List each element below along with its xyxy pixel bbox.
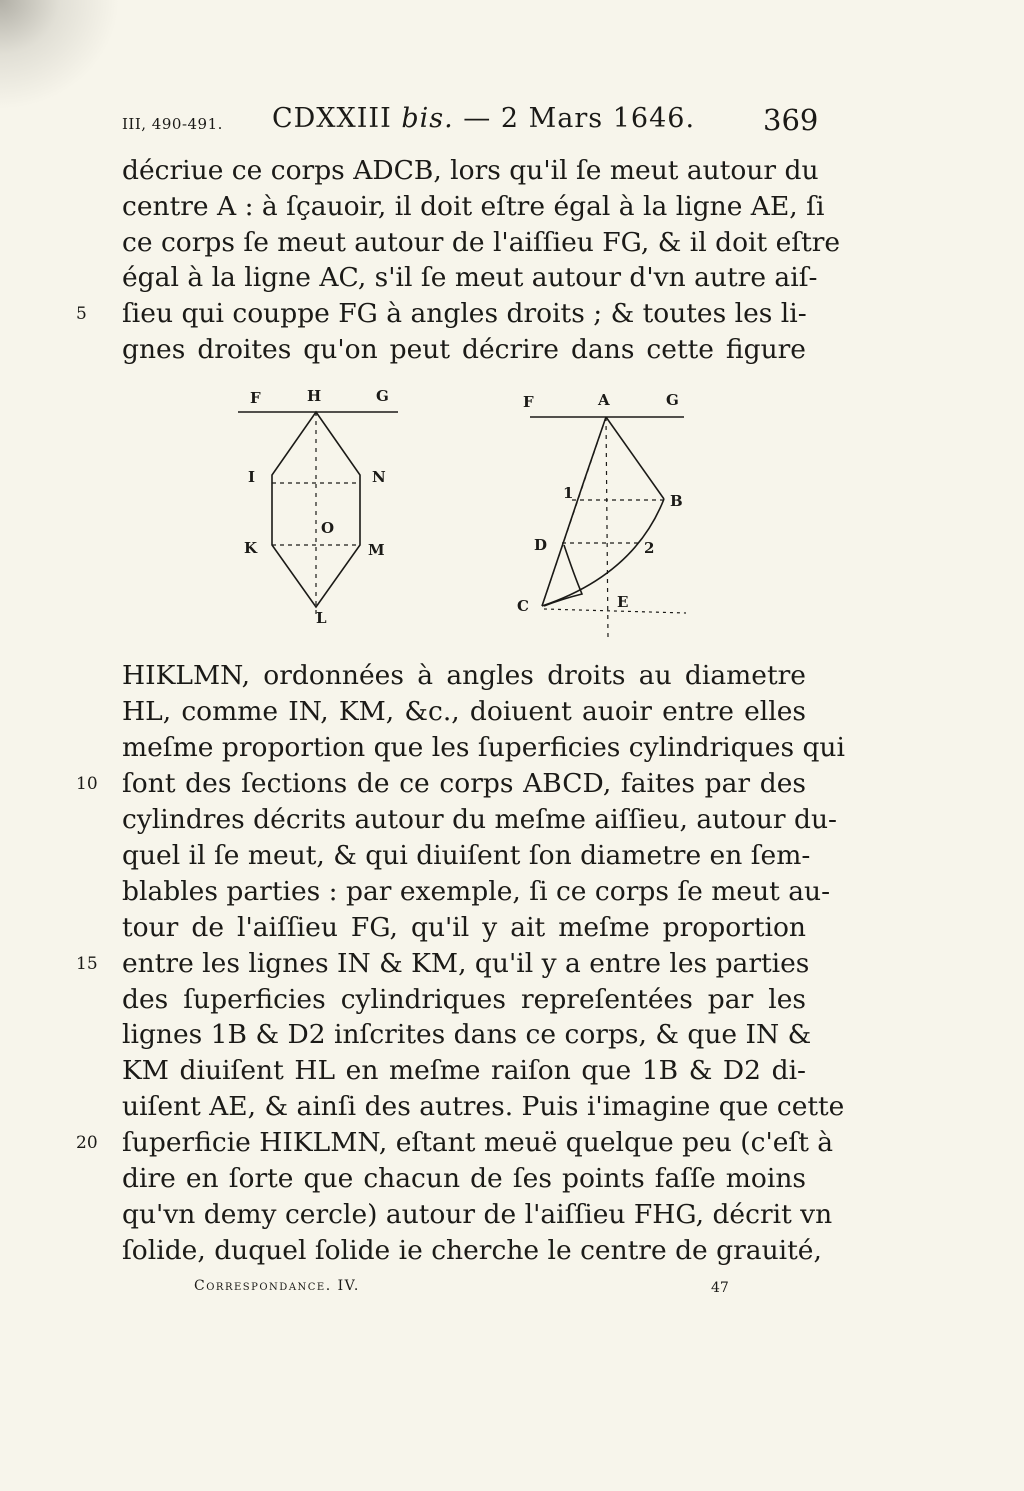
line-ce — [544, 609, 686, 613]
label-e: E — [617, 593, 629, 611]
text-line: meſme proportion que les ſuperficies cylindriques qui — [122, 732, 845, 763]
label-f-right: F — [523, 393, 534, 411]
text-line: HL, comme IN, KM, &c., doiuent auoir entre elles — [122, 696, 806, 727]
text-line: quel il ſe meut, & qui diuiſent ſon diametre en ſem- — [122, 840, 811, 871]
text-line: HIKLMN, ordonnées à angles droits au diametre — [122, 660, 806, 691]
label-n: N — [372, 468, 386, 486]
text-line: ſont des ſections de ce corps ABCD, faites par des — [122, 768, 806, 799]
text-line: ce corps ſe meut autour de l'aiſſieu FG, & il doit eſtre — [122, 227, 841, 258]
label-d: D — [534, 536, 548, 554]
text-line: cylindres décrits autour du meſme aiſſieu, autour du- — [122, 804, 837, 835]
figure-left — [238, 412, 398, 615]
text-line: centre A : à ſçauoir, il doit eſtre égal à la ligne AE, ſi — [122, 191, 825, 222]
text-line: entre les lignes IN & KM, qu'il y a entre les parties — [122, 948, 810, 979]
text-line: qu'vn demy cercle) autour de l'aiſſieu FHG, décrit vn — [122, 1199, 833, 1230]
label-a: A — [598, 391, 610, 409]
footer-volume: Correspondance. IV. — [194, 1278, 360, 1294]
label-1: 1 — [563, 484, 574, 502]
inner-curve-d — [544, 545, 582, 606]
geometric-figures — [230, 385, 700, 645]
text-line: ſuperficie HIKLMN, eſtant meuë quelque peu (c'eſt à — [122, 1127, 834, 1158]
edge-ab — [606, 417, 664, 499]
letter-date: — 2 Mars 1646. — [463, 103, 696, 134]
text-line: des ſuperficies cylindriques repreſentées par les — [122, 984, 806, 1015]
label-h: H — [307, 387, 322, 405]
line-number: 15 — [76, 954, 98, 974]
label-c: C — [517, 597, 529, 615]
text-line: blables parties : par exemple, ſi ce corps ſe meut au- — [122, 876, 831, 907]
text-line: décriue ce corps ADCB, lors qu'il ſe meut autour du — [122, 155, 819, 186]
text-line: uiſent AE, & ainſi des autres. Puis i'imagine que cette — [122, 1091, 845, 1122]
page-header — [0, 103, 1024, 139]
figure-right — [530, 417, 686, 637]
label-f-left: F — [250, 389, 261, 407]
label-2: 2 — [644, 539, 655, 557]
text-line: ſieu qui couppe FG à angles droits ; & toutes les li- — [122, 298, 807, 329]
footer-signature: 47 — [711, 1280, 729, 1296]
page-corner-shadow — [0, 0, 120, 110]
text-line: tour de l'aiſſieu FG, qu'il y ait meſme proportion — [122, 912, 806, 943]
line-number: 20 — [76, 1133, 98, 1153]
letter-number: CDXXIII — [272, 103, 392, 134]
label-k: K — [244, 539, 258, 557]
page-number: 369 — [763, 103, 819, 137]
line-number: 10 — [76, 774, 98, 794]
label-l: L — [316, 609, 327, 627]
text-line: KM diuiſent HL en meſme raiſon que 1B & D2 di- — [122, 1055, 806, 1086]
text-line: ſolide, duquel ſolide ie cherche le centre de grauité, — [122, 1235, 822, 1266]
label-m: M — [368, 541, 385, 559]
text-line: égal à la ligne AC, s'il ſe meut autour d'vn autre aiſ- — [122, 262, 818, 293]
letter-title — [272, 103, 695, 134]
label-o: O — [321, 519, 335, 537]
label-g-right: G — [666, 391, 679, 409]
label-g-left: G — [376, 387, 389, 405]
axis-ae — [606, 417, 608, 637]
text-line: lignes 1B & D2 inſcrites dans ce corps, & que IN & — [122, 1019, 812, 1050]
line-number: 5 — [76, 304, 87, 324]
label-i: I — [248, 468, 256, 486]
volume-reference: III, 490-491. — [122, 115, 223, 133]
letter-number-suffix: bis. — [401, 103, 454, 134]
text-line: gnes droites qu'on peut décrire dans cette figure — [122, 334, 806, 365]
text-line: dire en ſorte que chacun de ſes points faſſe moins — [122, 1163, 806, 1194]
label-b: B — [670, 492, 683, 510]
